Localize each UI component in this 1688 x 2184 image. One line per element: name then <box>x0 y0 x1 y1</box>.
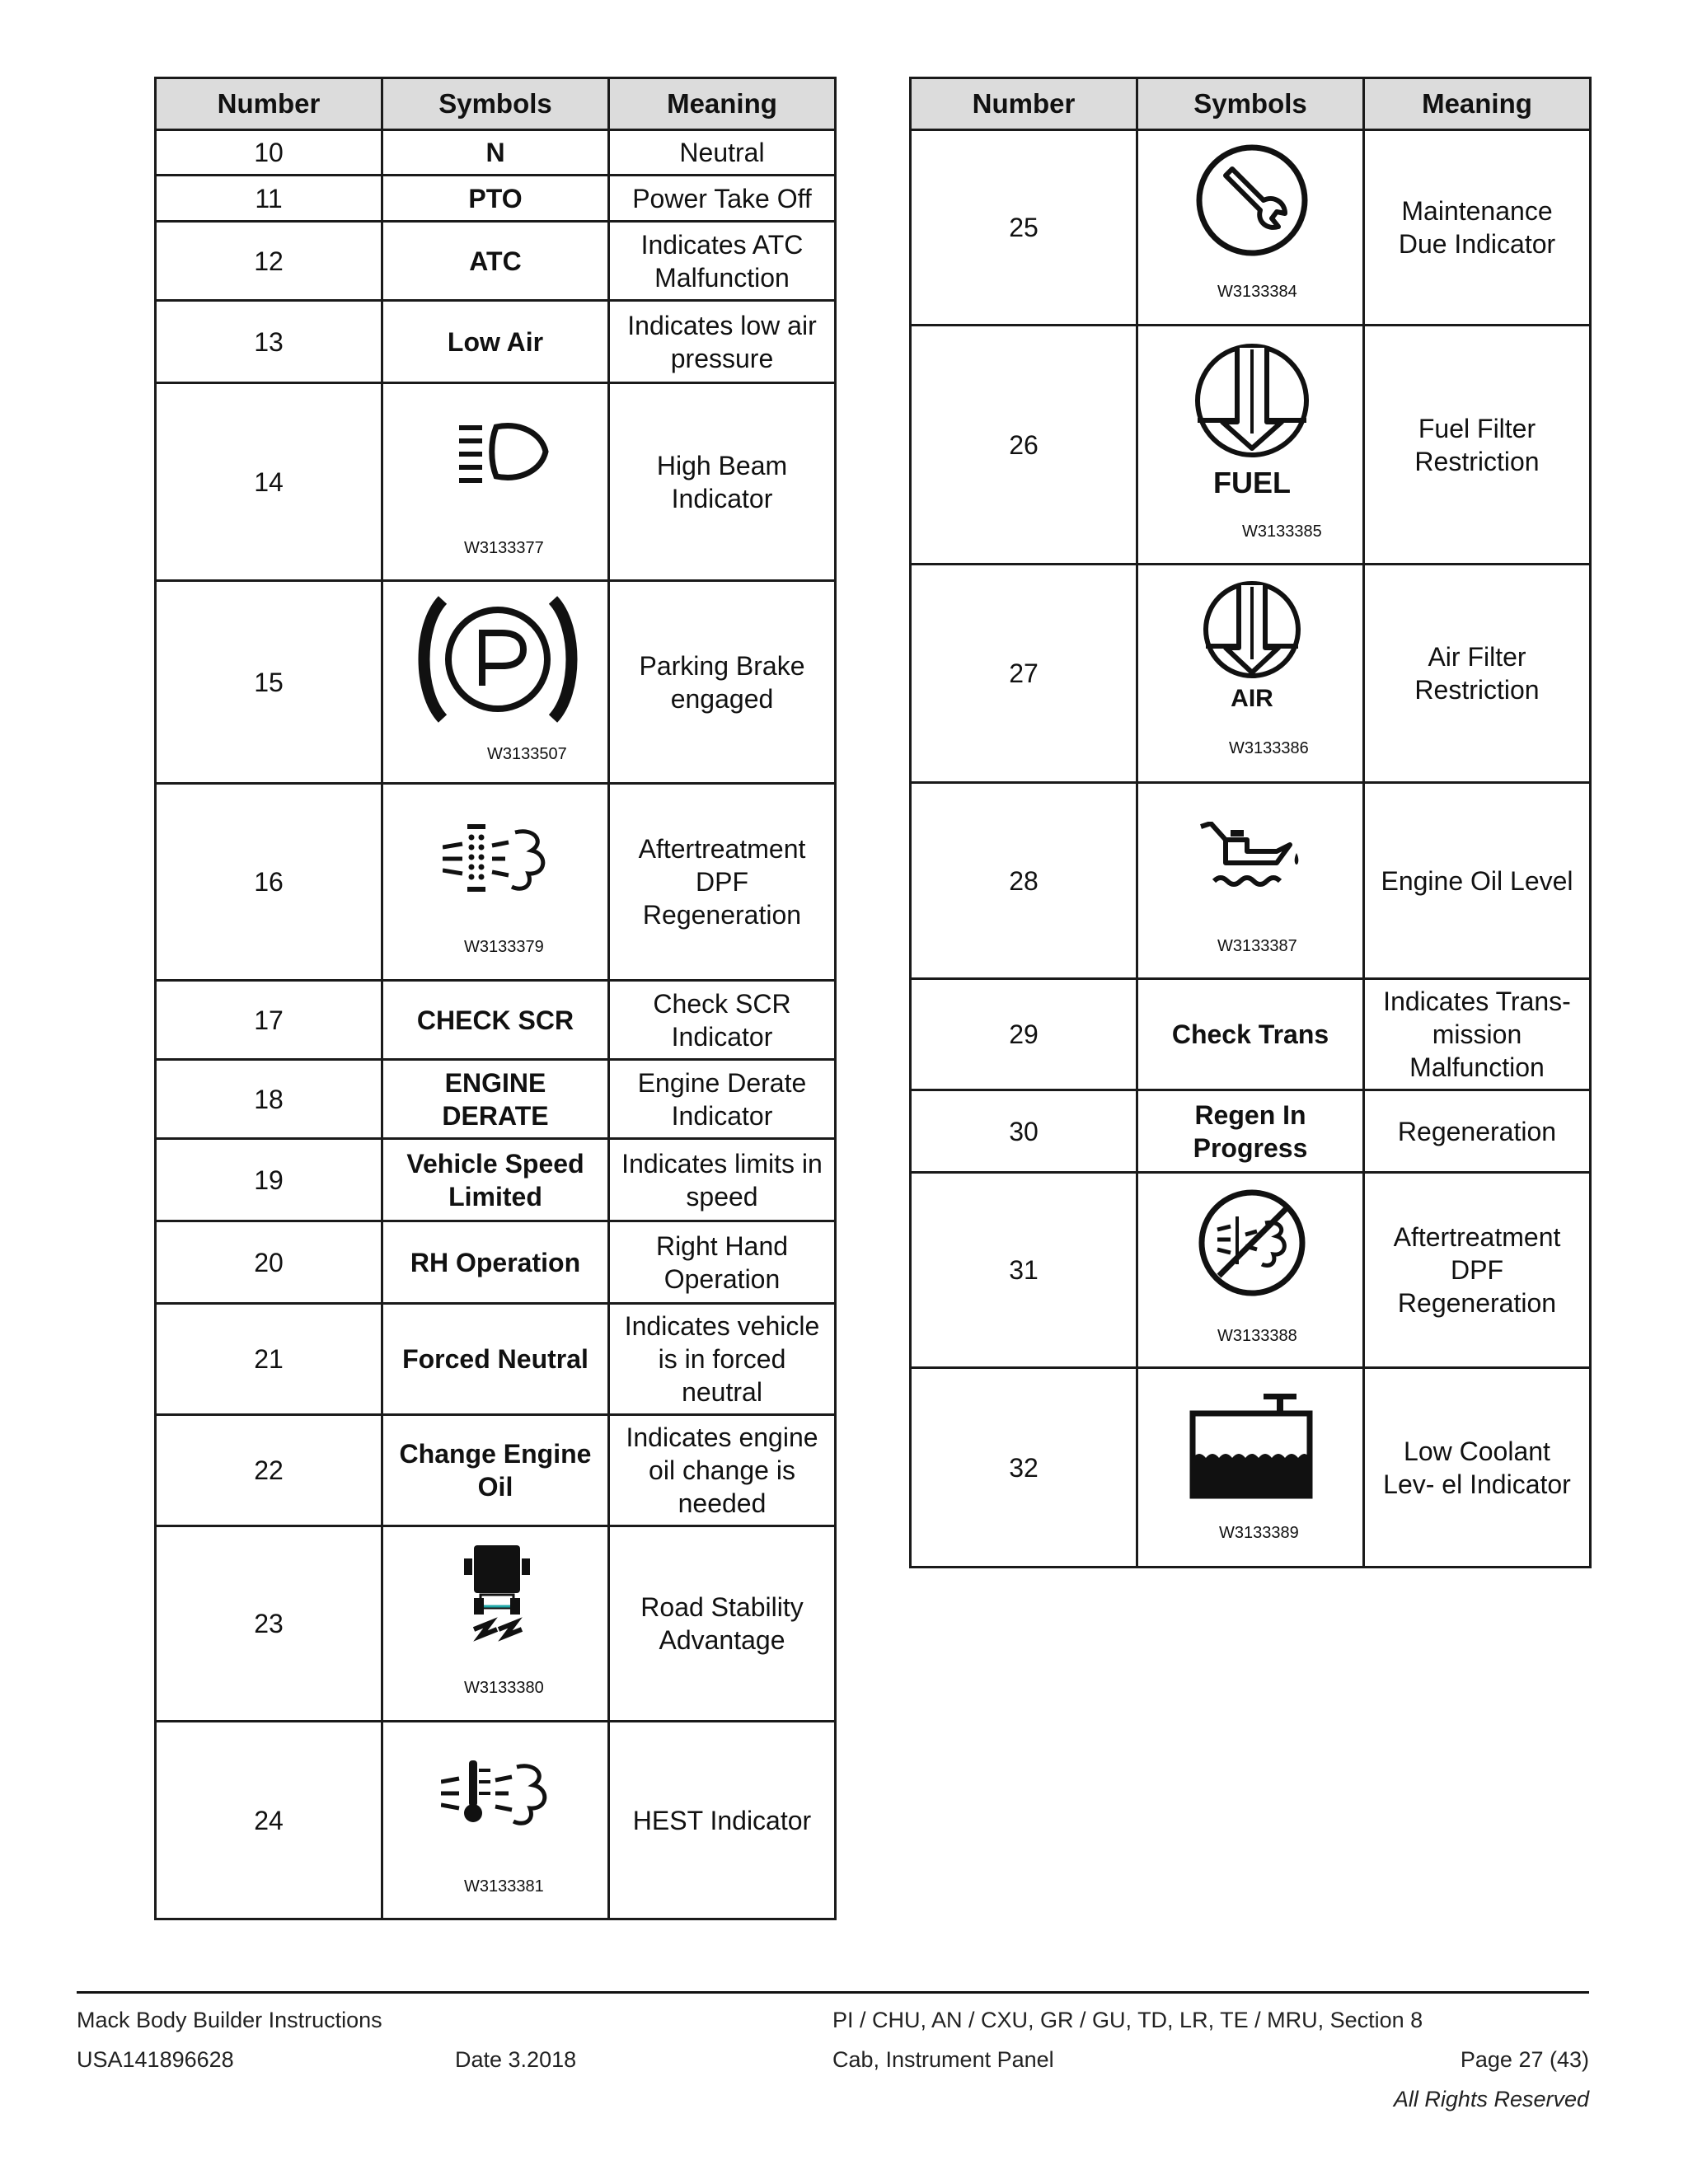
header-number: Number <box>911 78 1137 130</box>
table-row <box>156 1304 836 1415</box>
footer-doc-title: Mack Body Builder Instructions <box>77 2008 382 2032</box>
table-row <box>911 130 1591 326</box>
table-row <box>156 383 836 581</box>
table-row <box>156 1060 836 1139</box>
row-meaning: Engine Derate Indicator <box>609 1060 836 1139</box>
row-meaning: Aftertreatment DPF Regeneration <box>1364 1173 1591 1368</box>
table-row <box>911 979 1591 1090</box>
row-meaning: Parking Brake engaged <box>609 581 836 784</box>
footer-subsection: Cab, Instrument Panel <box>832 2047 1054 2072</box>
row-meaning: Regeneration <box>1364 1090 1591 1173</box>
row-symbol <box>382 784 609 981</box>
footer-date: Date 3.2018 <box>455 2047 577 2072</box>
table-row <box>156 1722 836 1919</box>
row-symbol <box>1137 783 1364 979</box>
row-symbol: Change Engine Oil <box>382 1415 609 1526</box>
row-symbol <box>1137 1368 1364 1568</box>
footer-section: PI / CHU, AN / CXU, GR / GU, TD, LR, TE / MRU, Section 8 <box>832 2008 1423 2032</box>
symbol-code: W3133384 <box>1217 283 1297 301</box>
row-symbol: PTO <box>382 176 609 222</box>
symbols-table-left <box>154 77 837 1920</box>
header-meaning: Meaning <box>1364 78 1591 130</box>
symbol-code: W3133377 <box>464 539 544 557</box>
row-symbol <box>382 383 609 581</box>
parking-brake-icon <box>410 593 586 725</box>
row-symbol: ENGINE DERATE <box>382 1060 609 1139</box>
row-meaning: High Beam Indicator <box>609 383 836 581</box>
row-number: 25 <box>911 130 1137 326</box>
table-row <box>156 301 836 383</box>
table-row <box>156 1139 836 1221</box>
row-number: 30 <box>911 1090 1137 1173</box>
row-number: 19 <box>156 1139 382 1221</box>
fuel-label: FUEL <box>1213 466 1291 499</box>
row-symbol: Forced Neutral <box>382 1304 609 1415</box>
row-meaning: Power Take Off <box>609 176 836 222</box>
header-symbols: Symbols <box>1137 78 1364 130</box>
header-symbols: Symbols <box>382 78 609 130</box>
row-meaning: Fuel Filter Restriction <box>1364 326 1591 565</box>
row-symbol <box>1137 130 1364 326</box>
row-meaning: Check SCR Indicator <box>609 981 836 1060</box>
header-row <box>911 78 1591 130</box>
row-number: 23 <box>156 1526 382 1722</box>
row-symbol: CHECK SCR <box>382 981 609 1060</box>
dpf-regeneration-icon <box>443 821 558 895</box>
row-meaning: HEST Indicator <box>609 1722 836 1919</box>
row-meaning: Indicates engine oil change is needed <box>609 1415 836 1526</box>
symbol-code: W3133385 <box>1242 523 1322 541</box>
symbol-code: W3133380 <box>464 1679 544 1697</box>
maintenance-wrench-icon <box>1194 143 1310 258</box>
coolant-level-icon <box>1189 1392 1313 1499</box>
table-row <box>156 581 836 784</box>
row-number: 17 <box>156 981 382 1060</box>
row-symbol <box>382 1526 609 1722</box>
symbol-code: W3133381 <box>464 1877 544 1896</box>
row-meaning: Indicates limits in speed <box>609 1139 836 1221</box>
row-number: 18 <box>156 1060 382 1139</box>
row-meaning: Engine Oil Level <box>1364 783 1591 979</box>
row-symbol: Vehicle Speed Limited <box>382 1139 609 1221</box>
row-meaning: Indicates Trans- mission Malfunction <box>1364 979 1591 1090</box>
row-symbol <box>382 581 609 784</box>
oil-can-icon <box>1198 822 1305 896</box>
table-row <box>156 222 836 301</box>
row-symbol: RH Operation <box>382 1221 609 1304</box>
row-meaning: Indicates vehicle is in forced neutral <box>609 1304 836 1415</box>
fuel-filter-icon <box>1194 343 1310 466</box>
symbol-code: W3133389 <box>1219 1524 1299 1542</box>
row-symbol: Check Trans <box>1137 979 1364 1090</box>
footer-rights: All Rights Reserved <box>1393 2087 1589 2111</box>
row-number: 12 <box>156 222 382 301</box>
row-meaning: Maintenance Due Indicator <box>1364 130 1591 326</box>
row-number: 10 <box>156 130 382 176</box>
symbols-table-right <box>909 77 1592 1568</box>
road-stability-icon <box>462 1544 532 1659</box>
table-row <box>911 1368 1591 1568</box>
row-number: 20 <box>156 1221 382 1304</box>
row-number: 28 <box>911 783 1137 979</box>
footer-doc-number: USA141896628 <box>77 2047 234 2072</box>
row-meaning: Indicates ATC Malfunction <box>609 222 836 301</box>
table-row <box>156 784 836 981</box>
row-meaning: Right Hand Operation <box>609 1221 836 1304</box>
table-row <box>156 176 836 222</box>
row-number: 22 <box>156 1415 382 1526</box>
symbol-code: W3133387 <box>1217 937 1297 955</box>
symbol-code: W3133386 <box>1229 739 1309 757</box>
header-meaning: Meaning <box>609 78 836 130</box>
row-number: 16 <box>156 784 382 981</box>
row-number: 24 <box>156 1722 382 1919</box>
footer-divider <box>77 1991 1589 1994</box>
row-number: 32 <box>911 1368 1137 1568</box>
row-symbol <box>1137 565 1364 783</box>
table-row <box>911 326 1591 565</box>
row-number: 11 <box>156 176 382 222</box>
table-row <box>911 783 1591 979</box>
row-symbol: Regen In Progress <box>1137 1090 1364 1173</box>
hest-icon <box>441 1755 565 1830</box>
row-symbol <box>382 1722 609 1919</box>
row-number: 31 <box>911 1173 1137 1368</box>
header-number: Number <box>156 78 382 130</box>
table-row <box>911 565 1591 783</box>
row-meaning: Low Coolant Lev- el Indicator <box>1364 1368 1591 1568</box>
table-row <box>911 1173 1591 1368</box>
air-filter-icon <box>1203 580 1301 683</box>
footer-page: Page 27 (43) <box>1460 2047 1589 2072</box>
row-number: 26 <box>911 326 1137 565</box>
table-row <box>156 130 836 176</box>
row-symbol: ATC <box>382 222 609 301</box>
row-meaning: Neutral <box>609 130 836 176</box>
symbol-code: W3133388 <box>1217 1327 1297 1345</box>
table-row <box>911 1090 1591 1173</box>
row-number: 29 <box>911 979 1137 1090</box>
row-meaning: Indicates low air pressure <box>609 301 836 383</box>
row-number: 15 <box>156 581 382 784</box>
high-beam-icon <box>459 419 550 493</box>
row-symbol: Low Air <box>382 301 609 383</box>
symbol-code: W3133379 <box>464 938 544 956</box>
row-number: 14 <box>156 383 382 581</box>
header-row <box>156 78 836 130</box>
table-row <box>156 1415 836 1526</box>
table-row <box>156 981 836 1060</box>
row-meaning: Air Filter Restriction <box>1364 565 1591 783</box>
row-symbol <box>1137 326 1364 565</box>
row-number: 13 <box>156 301 382 383</box>
symbol-code: W3133507 <box>487 745 567 763</box>
row-number: 21 <box>156 1304 382 1415</box>
row-meaning: Road Stability Advantage <box>609 1526 836 1722</box>
air-label: AIR <box>1231 685 1273 712</box>
row-number: 27 <box>911 565 1137 783</box>
row-meaning: Aftertreatment DPF Regeneration <box>609 784 836 981</box>
regen-inhibit-icon <box>1198 1188 1306 1297</box>
table-row <box>156 1221 836 1304</box>
row-symbol <box>1137 1173 1364 1368</box>
row-symbol: N <box>382 130 609 176</box>
table-row <box>156 1526 836 1722</box>
